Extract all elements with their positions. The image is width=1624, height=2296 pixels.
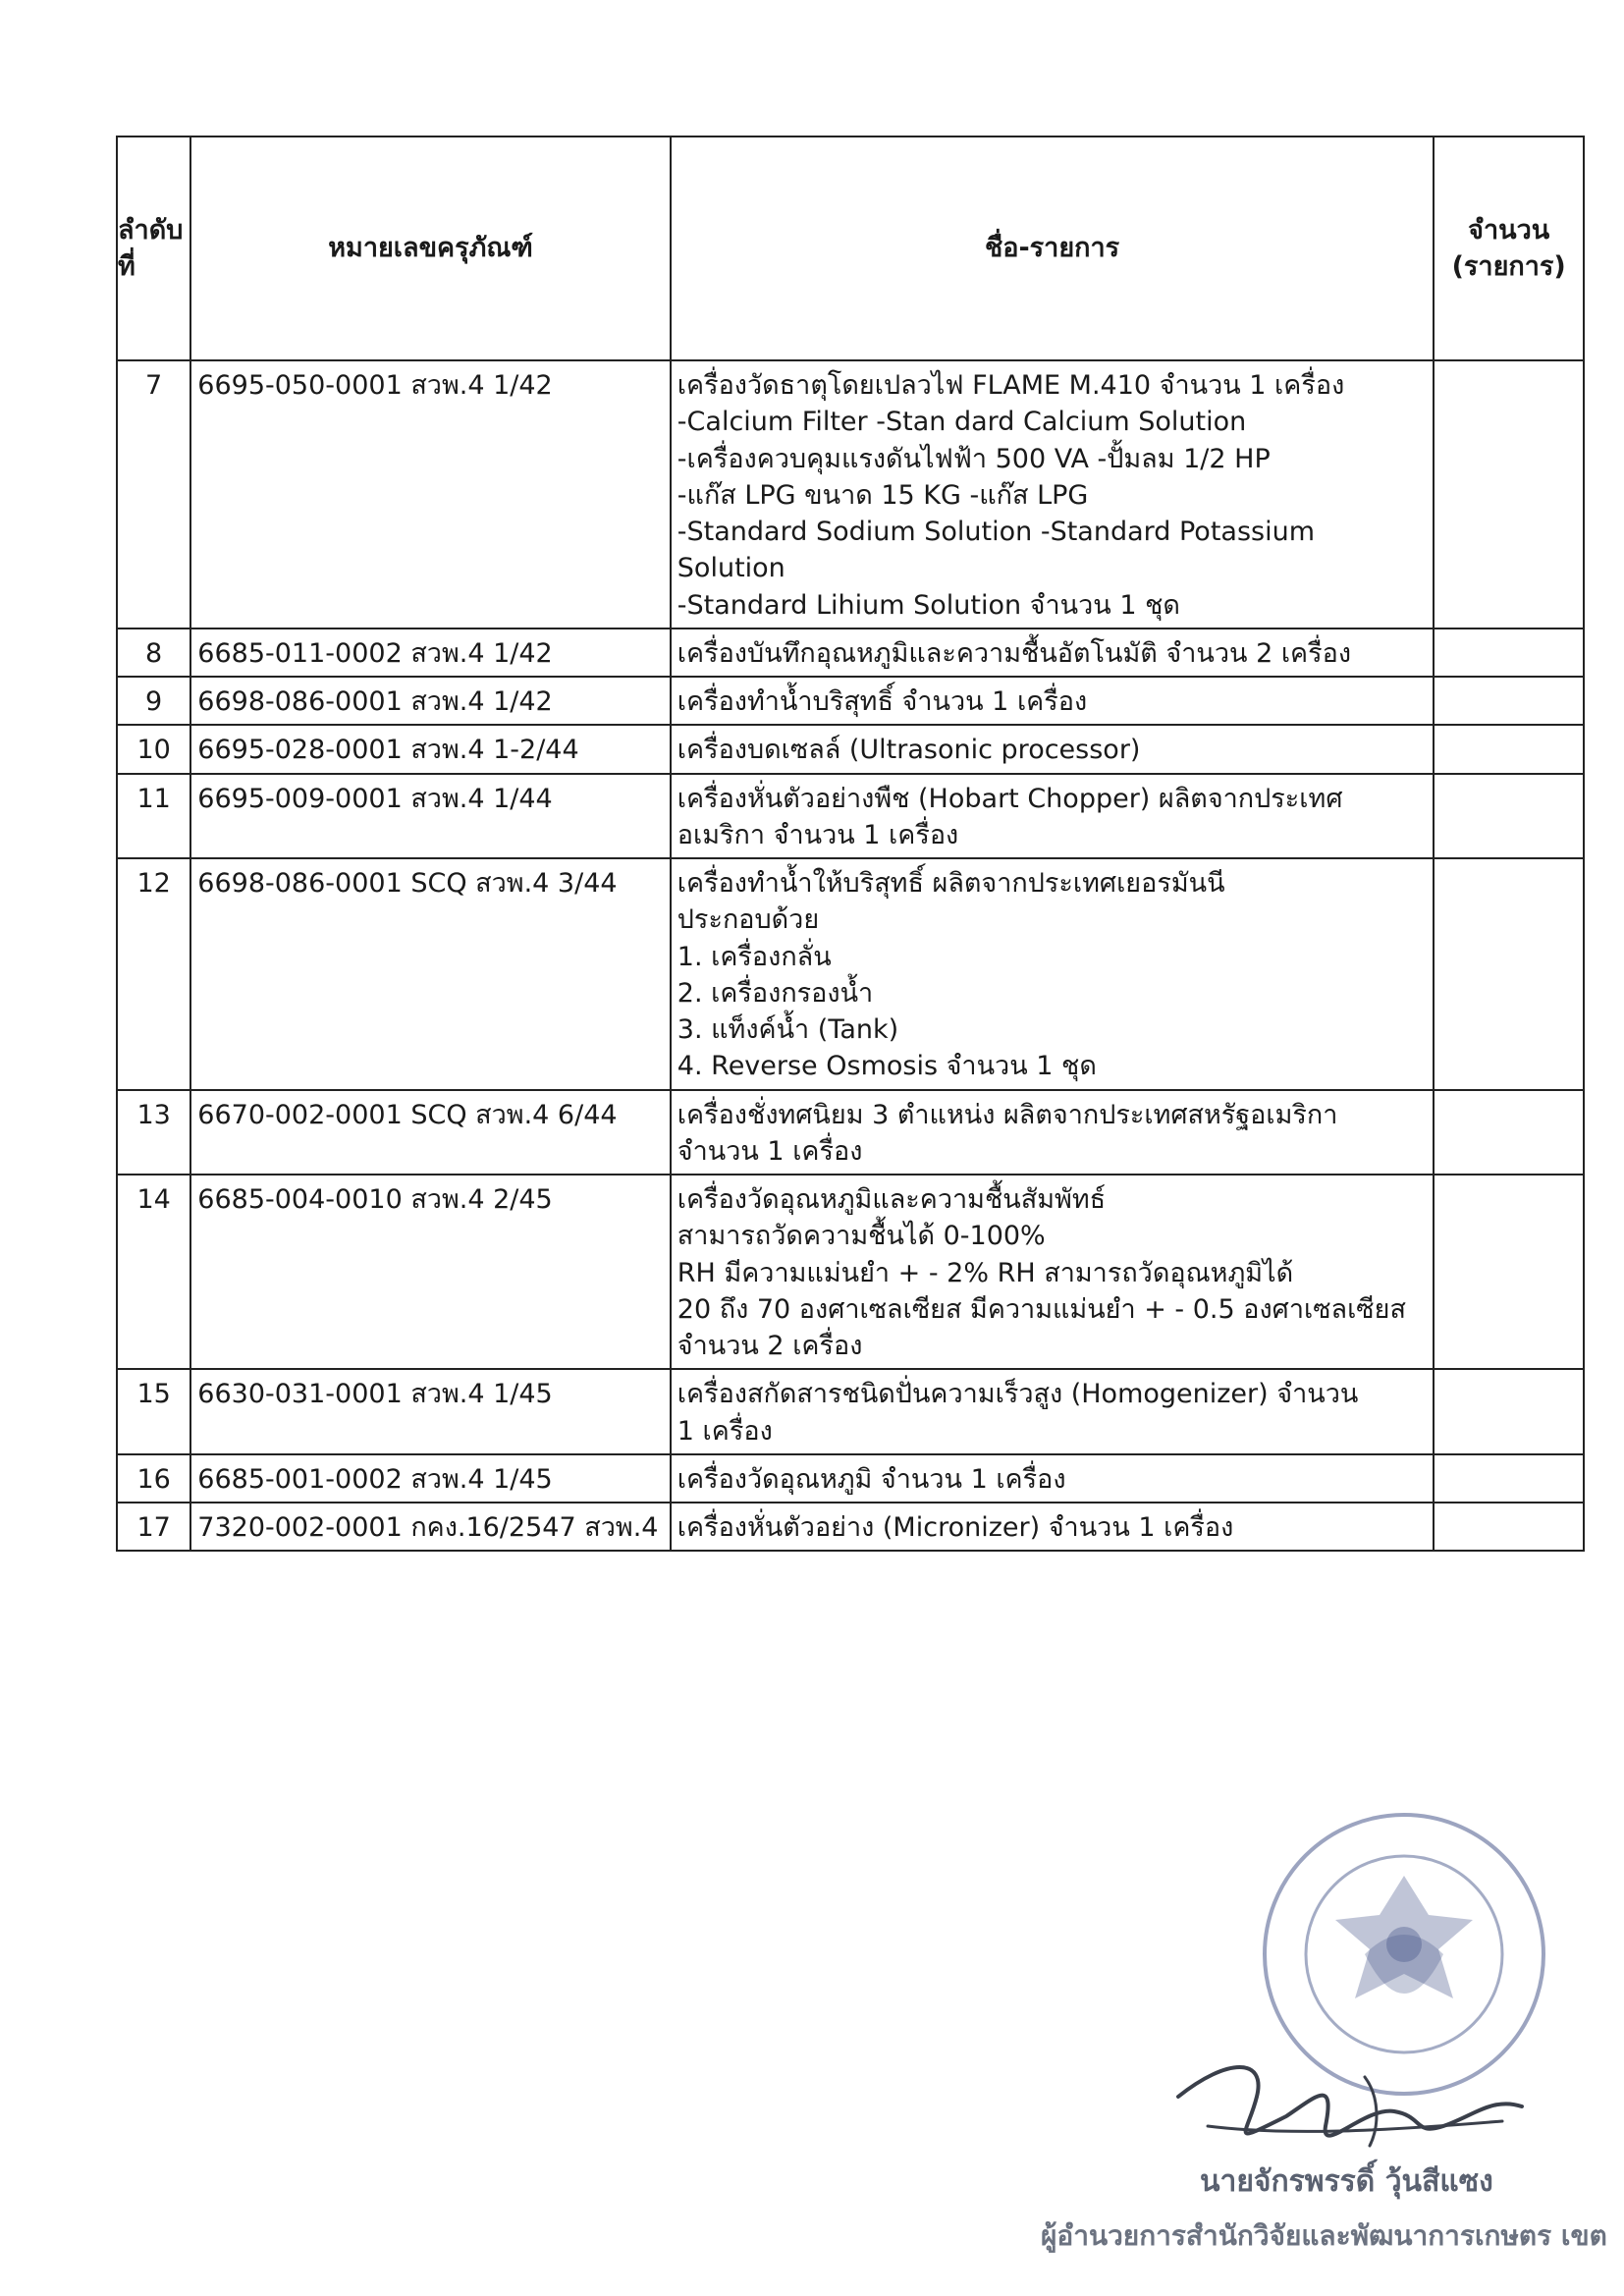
header-qty [1434,137,1584,360]
row-number: 10 [117,725,190,773]
equipment-name-line: เครื่องวัดธาตุโดยเปลวไฟ FLAME M.410 จำนวน 1 เครื่อง [677,370,1345,401]
quantity-cell [1434,858,1584,1090]
equipment-name-line: -Calcium Filter -Stan dard Calcium Solution [677,407,1247,438]
equipment-name [671,774,1435,859]
table-row [117,1090,1584,1175]
equipment-name-line: -Standard Sodium Solution -Standard Potassium [677,517,1315,547]
equipment-name-line: Solution [677,553,785,584]
equipment-name-line: 4. Reverse Osmosis จำนวน 1 ชุด [677,1051,1097,1082]
quantity-cell [1434,1369,1584,1454]
equipment-name-line: เครื่องทำน้ำบริสุทธิ์ จำนวน 1 เครื่อง [677,686,1088,717]
table-header-row [117,137,1584,360]
table-row [117,1503,1584,1551]
equipment-name-line: สามารถวัดความชื้นได้ 0-100% [677,1221,1046,1252]
equipment-name [671,1369,1435,1454]
equipment-name-line: 1. เครื่องกลั่น [677,941,832,972]
equipment-name [671,1175,1435,1369]
equipment-name [671,1503,1435,1551]
table-row [117,629,1584,677]
equipment-name-line: เครื่องทำน้ำให้บริสุทธิ์ ผลิตจากประเทศเยอรมันนี [677,868,1225,899]
quantity-cell [1434,774,1584,859]
quantity-cell [1434,629,1584,677]
equipment-code: 7320-002-0001 กคง.16/2547 สวพ.4 [190,1503,671,1551]
signer-title: ผู้อำนวยการสำนักวิจัยและพัฒนาการเกษตร เขต [1041,2219,1607,2252]
row-number: 16 [117,1454,190,1503]
equipment-name-line: 1 เครื่อง [677,1415,773,1447]
equipment-name-line: เครื่องบันทึกอุณหภูมิและความชื้นอัตโนมัติ จำนวน 2 เครื่อง [677,637,1352,669]
equipment-code: 6685-004-0010 สวพ.4 2/45 [190,1175,671,1369]
table-body [117,360,1584,1551]
equipment-name-line: 20 ถึง 70 องศาเซลเซียส มีความแม่นยำ + - 0.5 องศาเซลเซียส [677,1293,1406,1325]
equipment-name [671,360,1435,629]
equipment-table [116,136,1585,1552]
quantity-cell [1434,1090,1584,1175]
equipment-code: 6695-050-0001 สวพ.4 1/42 [190,360,671,629]
equipment-name-line: จำนวน 2 เครื่อง [677,1331,863,1361]
header-no: ลำดับที่ [117,137,190,360]
equipment-code: 6695-028-0001 สวพ.4 1-2/44 [190,725,671,773]
header-name-label: ชื่อ-รายการ [984,233,1120,264]
table-row [117,1369,1584,1454]
equipment-name [671,858,1435,1090]
equipment-name [671,629,1435,677]
equipment-name-line: RH มีความแม่นยำ + - 2% RH สามารถวัดอุณหภูมิได้ [677,1257,1294,1288]
quantity-cell [1434,1175,1584,1369]
row-number: 14 [117,1175,190,1369]
equipment-name [671,1454,1435,1503]
equipment-code: 6695-009-0001 สวพ.4 1/44 [190,774,671,859]
equipment-name-line: เครื่องวัดอุณหภูมิ จำนวน 1 เครื่อง [677,1463,1066,1495]
equipment-name-line: จำนวน 1 เครื่อง [677,1135,863,1167]
equipment-code: 6698-086-0001 สวพ.4 1/42 [190,677,671,725]
equipment-code: 6698-086-0001 SCQ สวพ.4 3/44 [190,858,671,1090]
row-number: 11 [117,774,190,859]
header-code-label: หมายเลขครุภัณฑ์ [328,233,533,264]
equipment-code: 6630-031-0001 สวพ.4 1/45 [190,1369,671,1454]
quantity-cell [1434,1503,1584,1551]
equipment-name-line: เครื่องสกัดสารชนิดปั่นความเร็วสูง (Homogenizer) จำนวน [677,1379,1359,1410]
equipment-name-line: 3. แท็งค์น้ำ (Tank) [677,1014,899,1045]
header-code [190,137,671,360]
equipment-name-line: เครื่องวัดอุณหภูมิและความชื้นสัมพัทธ์ [677,1184,1107,1215]
equipment-name-line: เครื่องชั่งทศนิยม 3 ตำแหน่ง ผลิตจากประเทศสหรัฐอเมริกา [677,1099,1338,1130]
equipment-name [671,725,1435,773]
header-qty-label: จำนวน (รายการ) [1451,214,1566,282]
equipment-name-line: อเมริกา จำนวน 1 เครื่อง [677,819,959,850]
signer-name: นายจักรพรรดิ์ วุ้นสีแซง [1200,2164,1493,2199]
equipment-name [671,677,1435,725]
equipment-name-line: เครื่องบดเซลล์ (Ultrasonic processor) [677,735,1141,766]
row-number: 7 [117,360,190,629]
handwritten-signature [1168,2038,1542,2165]
header-name [671,137,1435,360]
table-row [117,677,1584,725]
row-number: 9 [117,677,190,725]
table-row [117,725,1584,773]
table-row [117,1454,1584,1503]
equipment-name-line: -แก๊ส LPG ขนาด 15 KG -แก๊ส LPG [677,479,1089,511]
equipment-name-line: 2. เครื่องกรองน้ำ [677,977,874,1009]
equipment-name-line: -เครื่องควบคุมแรงดันไฟฟ้า 500 VA -ปั้มลม 1/2 HP [677,443,1271,474]
equipment-code: 6685-011-0002 สวพ.4 1/42 [190,629,671,677]
quantity-cell [1434,725,1584,773]
row-number: 12 [117,858,190,1090]
equipment-name-line: -Standard Lihium Solution จำนวน 1 ชุด [677,589,1180,621]
equipment-name-line: เครื่องหั่นตัวอย่างพืช (Hobart Chopper) ผลิตจากประเทศ [677,783,1343,814]
row-number: 15 [117,1369,190,1454]
equipment-name [671,1090,1435,1175]
row-number: 17 [117,1503,190,1551]
row-number: 13 [117,1090,190,1175]
table-row [117,774,1584,859]
equipment-code: 6685-001-0002 สวพ.4 1/45 [190,1454,671,1503]
row-number: 8 [117,629,190,677]
table-row [117,1175,1584,1369]
equipment-name-line: เครื่องหั่นตัวอย่าง (Micronizer) จำนวน 1 เครื่อง [677,1512,1234,1543]
table-row [117,858,1584,1090]
quantity-cell [1434,360,1584,629]
table-row [117,360,1584,629]
equipment-code: 6670-002-0001 SCQ สวพ.4 6/44 [190,1090,671,1175]
quantity-cell [1434,1454,1584,1503]
quantity-cell [1434,677,1584,725]
equipment-name-line: ประกอบด้วย [677,904,820,936]
